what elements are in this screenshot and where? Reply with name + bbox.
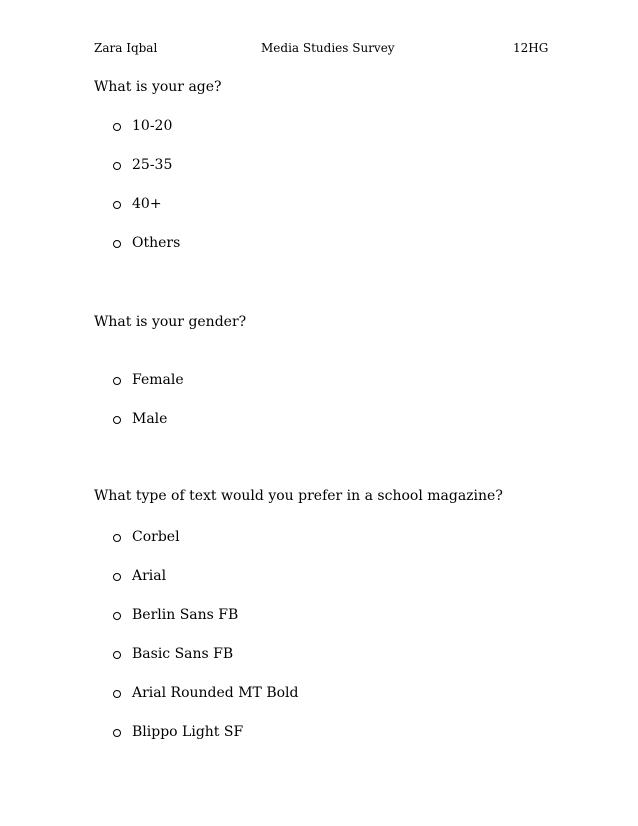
question-gender: What is your gender? xyxy=(94,314,247,330)
option-label: 25-35 xyxy=(132,157,173,173)
option-label: Arial xyxy=(132,568,167,584)
header-document-title: Media Studies Survey xyxy=(261,41,395,55)
option-label: 40+ xyxy=(132,196,162,212)
radio-circle-icon[interactable] xyxy=(113,416,121,424)
radio-circle-icon[interactable] xyxy=(113,651,121,659)
radio-circle-icon[interactable] xyxy=(113,377,121,385)
option-label: Basic Sans FB xyxy=(132,646,234,662)
option-label: Male xyxy=(132,411,168,427)
radio-circle-icon[interactable] xyxy=(113,162,121,170)
header-author-name: Zara Iqbal xyxy=(94,41,158,55)
radio-circle-icon[interactable] xyxy=(113,573,121,581)
radio-circle-icon[interactable] xyxy=(113,729,121,737)
option-label: Arial Rounded MT Bold xyxy=(132,685,299,701)
radio-circle-icon[interactable] xyxy=(113,123,121,131)
option-label: Female xyxy=(132,372,184,388)
radio-circle-icon[interactable] xyxy=(113,240,121,248)
option-label: 10-20 xyxy=(132,118,173,134)
option-label: Others xyxy=(132,235,181,251)
radio-circle-icon[interactable] xyxy=(113,534,121,542)
radio-circle-icon[interactable] xyxy=(113,690,121,698)
option-label: Berlin Sans FB xyxy=(132,607,239,623)
radio-circle-icon[interactable] xyxy=(113,612,121,620)
question-text-type: What type of text would you prefer in a school magazine? xyxy=(94,488,503,504)
header-class-code: 12HG xyxy=(513,41,549,55)
option-label: Blippo Light SF xyxy=(132,724,244,740)
radio-circle-icon[interactable] xyxy=(113,201,121,209)
question-age: What is your age? xyxy=(94,79,222,95)
option-label: Corbel xyxy=(132,529,180,545)
